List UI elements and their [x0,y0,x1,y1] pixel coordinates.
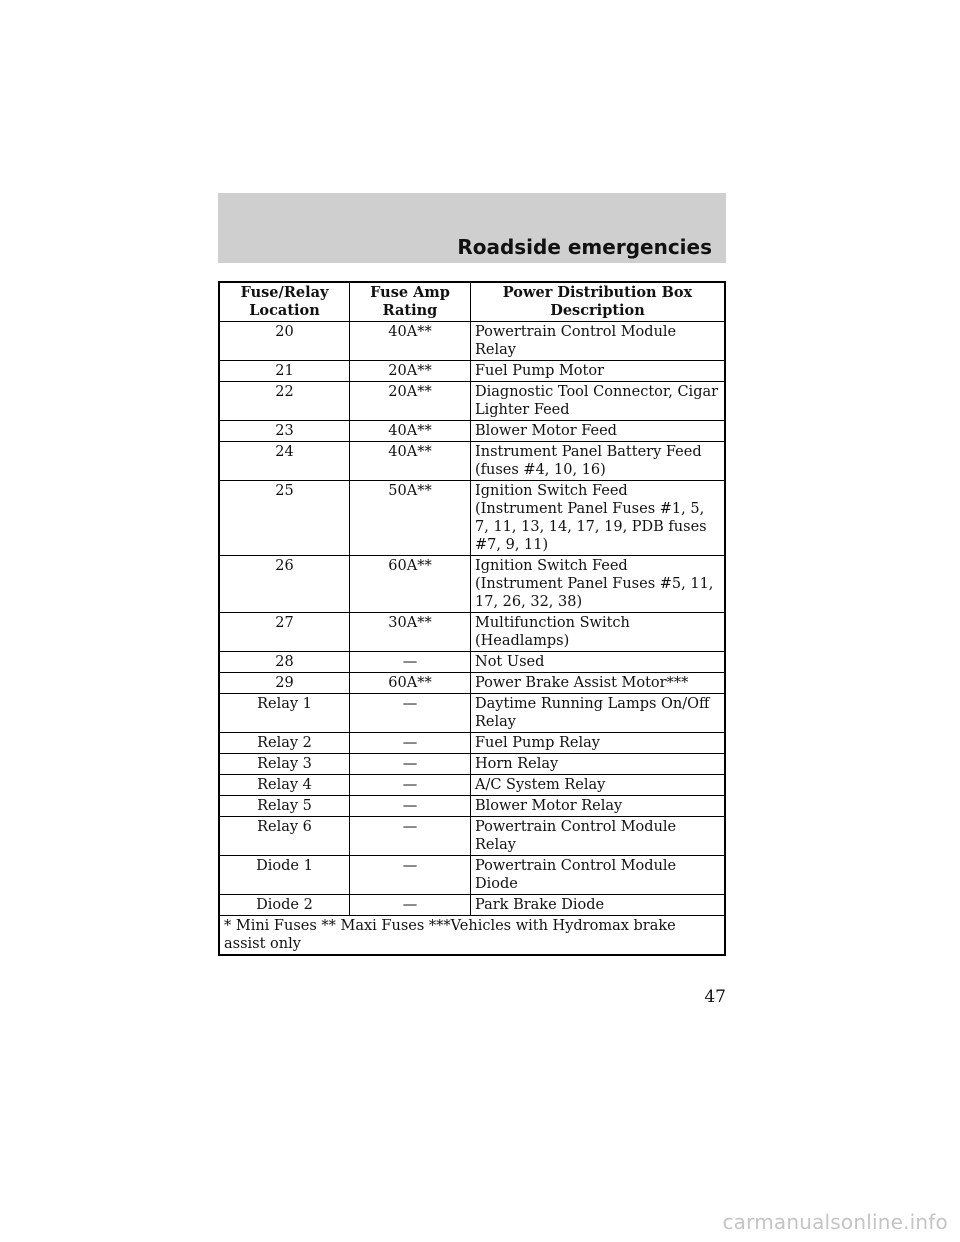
table-row [219,613,725,652]
cell-description: Fuel Pump Relay [471,733,726,754]
cell-amp-rating: 40A** [350,421,471,442]
cell-description: A/C System Relay [471,775,726,796]
cell-amp-rating: — [350,775,471,796]
watermark: carmanualsonline.info [722,1210,948,1234]
cell-location: 29 [219,673,350,694]
cell-amp-rating: 40A** [350,442,471,481]
section-header-band [218,193,726,263]
table-row [219,796,725,817]
cell-description: Powertrain Control Module Relay [471,817,726,856]
cell-amp-rating: 30A** [350,613,471,652]
cell-location: Diode 2 [219,895,350,916]
cell-description: Blower Motor Relay [471,796,726,817]
cell-location: 24 [219,442,350,481]
table-row [219,673,725,694]
page-number: 47 [704,987,726,1007]
cell-location: Relay 3 [219,754,350,775]
cell-location: 25 [219,481,350,556]
column-header-location: Fuse/Relay Location [219,282,350,322]
table-row [219,322,725,361]
cell-description: Powertrain Control Module Relay [471,322,726,361]
cell-location: 22 [219,382,350,421]
column-header-description: Power Distribution Box Description [471,282,726,322]
table-row [219,652,725,673]
cell-description: Not Used [471,652,726,673]
table-row [219,895,725,916]
cell-amp-rating: — [350,733,471,754]
section-title: Roadside emergencies [457,235,712,259]
cell-location: 27 [219,613,350,652]
cell-amp-rating: 20A** [350,361,471,382]
cell-amp-rating: — [350,694,471,733]
cell-amp-rating: 20A** [350,382,471,421]
cell-amp-rating: 60A** [350,556,471,613]
cell-amp-rating: — [350,817,471,856]
table-row [219,754,725,775]
cell-location: Relay 4 [219,775,350,796]
cell-description: Powertrain Control Module Diode [471,856,726,895]
table-row [219,817,725,856]
cell-amp-rating: — [350,754,471,775]
table-row [219,361,725,382]
table-header-row [219,282,725,322]
cell-description: Horn Relay [471,754,726,775]
column-header-amp-rating: Fuse Amp Rating [350,282,471,322]
table-row [219,481,725,556]
table-row [219,694,725,733]
table-footnote: * Mini Fuses ** Maxi Fuses ***Vehicles with Hydromax brake assist only [219,916,725,956]
table-row [219,856,725,895]
cell-amp-rating: 40A** [350,322,471,361]
cell-description: Multifunction Switch (Headlamps) [471,613,726,652]
cell-location: Relay 5 [219,796,350,817]
cell-location: 20 [219,322,350,361]
cell-description: Park Brake Diode [471,895,726,916]
cell-amp-rating: — [350,856,471,895]
cell-location: Diode 1 [219,856,350,895]
cell-description: Blower Motor Feed [471,421,726,442]
table-row [219,775,725,796]
cell-location: 26 [219,556,350,613]
cell-description: Fuel Pump Motor [471,361,726,382]
table-row [219,442,725,481]
cell-location: Relay 2 [219,733,350,754]
footnote-row [219,916,725,956]
cell-amp-rating: 50A** [350,481,471,556]
fuse-table [218,281,726,956]
cell-amp-rating: — [350,796,471,817]
table-row [219,382,725,421]
cell-location: 21 [219,361,350,382]
cell-location: Relay 6 [219,817,350,856]
cell-description: Instrument Panel Battery Feed (fuses #4, 10, 16) [471,442,726,481]
table-row [219,733,725,754]
cell-description: Daytime Running Lamps On/Off Relay [471,694,726,733]
cell-location: 28 [219,652,350,673]
cell-location: Relay 1 [219,694,350,733]
cell-amp-rating: — [350,652,471,673]
table-row [219,556,725,613]
cell-description: Diagnostic Tool Connector, Cigar Lighter Feed [471,382,726,421]
cell-location: 23 [219,421,350,442]
cell-amp-rating: 60A** [350,673,471,694]
table-row [219,421,725,442]
cell-description: Power Brake Assist Motor*** [471,673,726,694]
cell-amp-rating: — [350,895,471,916]
cell-description: Ignition Switch Feed (Instrument Panel Fuses #5, 11, 17, 26, 32, 38) [471,556,726,613]
cell-description: Ignition Switch Feed (Instrument Panel Fuses #1, 5, 7, 11, 13, 14, 17, 19, PDB fuses #7, 9, 11) [471,481,726,556]
